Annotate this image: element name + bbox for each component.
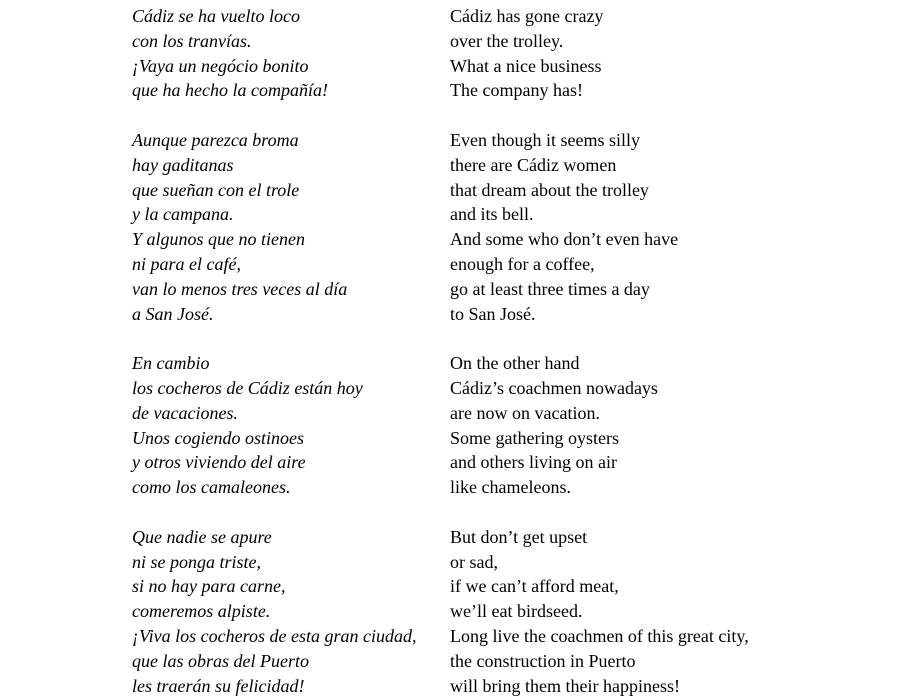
english-line: there are Cádiz women (450, 154, 617, 175)
spanish-line: y la campana. (132, 204, 234, 225)
spanish-line: Que nadie se apure (132, 526, 272, 547)
spanish-line: Unos cogiendo ostinoes (132, 427, 304, 448)
spanish-line: Y algunos que no tienen (132, 229, 305, 250)
english-line: What a nice business (450, 55, 602, 76)
spanish-stanza-2 (132, 128, 416, 326)
english-stanza-3 (450, 351, 749, 500)
english-line: And some who don’t even have (450, 229, 679, 250)
spanish-line: ¡Vaya un negócio bonito (132, 55, 309, 76)
english-line: Some gathering oysters (450, 427, 619, 448)
spanish-line: les traerán su felicidad! (132, 675, 305, 696)
spanish-line: Cádiz se ha vuelto loco (132, 6, 300, 26)
english-line: and its bell. (450, 204, 534, 225)
spanish-line: ni para el café, (132, 253, 241, 274)
english-line: and others living on air (450, 452, 617, 473)
english-line: But don’t get upset (450, 526, 588, 547)
spanish-stanza-3 (132, 351, 416, 500)
english-column (450, 4, 749, 698)
english-line: the construction in Puerto (450, 650, 636, 671)
english-line: will bring them their happiness! (450, 675, 680, 696)
english-line: over the trolley. (450, 30, 564, 51)
english-line: enough for a coffee, (450, 253, 595, 274)
spanish-line: comeremos alpiste. (132, 601, 271, 622)
spanish-stanza-4 (132, 525, 416, 699)
spanish-line: hay gaditanas (132, 154, 234, 175)
spanish-line: que ha hecho la compañía! (132, 80, 328, 101)
english-line: to San José. (450, 303, 536, 324)
spanish-line: En cambio (132, 353, 210, 374)
english-stanza-1 (450, 4, 749, 103)
spanish-line: si no hay para carne, (132, 576, 286, 597)
english-line: Long live the coachmen of this great city, (450, 625, 749, 646)
english-line: go at least three times a day (450, 278, 650, 299)
spanish-line: a San José. (132, 303, 214, 324)
english-line: Even though it seems silly (450, 129, 640, 150)
spanish-line: con los tranvías. (132, 30, 252, 51)
english-line: On the other hand (450, 353, 580, 374)
spanish-line: y otros viviendo del aire (132, 452, 306, 473)
spanish-line: como los camaleones. (132, 477, 291, 498)
spanish-line: Aunque parezca broma (132, 129, 299, 150)
english-line: or sad, (450, 551, 498, 572)
spanish-line: van lo menos tres veces al día (132, 278, 348, 299)
english-line: if we can’t afford meat, (450, 576, 619, 597)
spanish-line: que las obras del Puerto (132, 650, 309, 671)
spanish-line: ¡Viva los cocheros de esta gran ciudad, (132, 625, 417, 646)
english-stanza-4 (450, 525, 749, 699)
english-line: are now on vacation. (450, 402, 600, 423)
english-line: we’ll eat birdseed. (450, 601, 583, 622)
spanish-column (132, 4, 416, 698)
spanish-line: ni se ponga triste, (132, 551, 261, 572)
spanish-stanza-1 (132, 4, 416, 103)
spanish-line: de vacaciones. (132, 402, 238, 423)
english-line: Cádiz’s coachmen nowadays (450, 377, 658, 398)
spanish-line: que sueñan con el trole (132, 179, 300, 200)
english-line: that dream about the trolley (450, 179, 649, 200)
english-line: Cádiz has gone crazy (450, 6, 604, 26)
english-line: like chameleons. (450, 477, 571, 498)
english-line: The company has! (450, 80, 583, 101)
english-stanza-2 (450, 128, 749, 326)
spanish-line: los cocheros de Cádiz están hoy (132, 377, 363, 398)
